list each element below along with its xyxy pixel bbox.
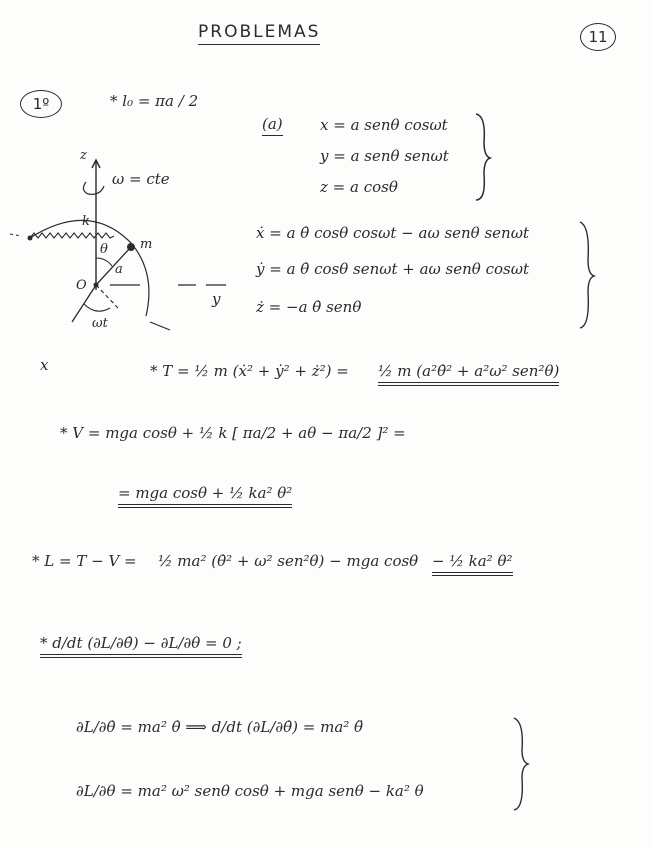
y-axis-label: y [212,290,221,308]
kinetic-energy-result: ½ m (a²θ̇² + a²ω² sen²θ) [378,362,559,386]
part-label: (a) [262,115,283,136]
natural-length: * l₀ = πa / 2 [110,92,199,110]
wt-label: ωt [92,316,108,331]
position-x: x = a senθ cosωt [320,116,448,134]
omega-label: ω = cte [112,170,170,188]
theta-label: θ [100,242,108,257]
position-z: z = a cosθ [320,178,398,196]
lagrangian-label: * L = T − V = [32,552,137,570]
derivative-theta-dot: ∂L/∂θ̇ = ma² θ̇ ⟹ d/dt (∂L/∂θ̇) = ma² θ̈ [76,718,364,736]
euler-lagrange-equation: * d/dt (∂L/∂θ̇) − ∂L/∂θ = 0 ; [40,634,242,658]
velocity-y: ẏ = a θ̇ cosθ senωt + aω senθ cosωt [256,260,529,278]
origin-label: O [76,278,87,293]
potential-energy-line1: * V = mga cosθ + ½ k [ πa/2 + aθ − πa/2 ]² = [60,424,406,442]
derivative-theta: ∂L/∂θ = ma² ω² senθ cosθ + mga senθ − ka² θ [76,782,424,800]
lagrangian-tail: − ½ ka² θ² [432,552,513,576]
derivatives-brace [512,716,532,812]
position-y: y = a senθ senωt [320,147,449,165]
mass-label: m [140,237,153,252]
spring-k-label: k [82,214,90,229]
lagrangian-middle: ½ ma² (θ̇² + ω² sen²θ) − mga cosθ [158,552,419,570]
problem-number-text: 1º [32,95,50,113]
velocity-z: ż = −a θ̇ senθ [256,298,362,316]
x-axis-label: x [40,356,49,374]
position-brace [474,112,494,202]
page-title: PROBLEMAS [198,22,320,45]
problem-number [20,90,62,118]
kinetic-energy-label: * T = ½ m (ẋ² + ẏ² + ż²) = [150,362,349,380]
potential-energy-line2: = mga cosθ + ½ ka² θ² [118,484,292,508]
page-number [580,23,616,51]
radius-a-label: a [115,262,123,277]
z-axis-label: z [80,148,87,163]
page-number-text: 11 [588,28,608,46]
velocity-brace [578,220,598,330]
velocity-x: ẋ = a θ̇ cosθ cosωt − aω senθ senωt [256,224,529,242]
